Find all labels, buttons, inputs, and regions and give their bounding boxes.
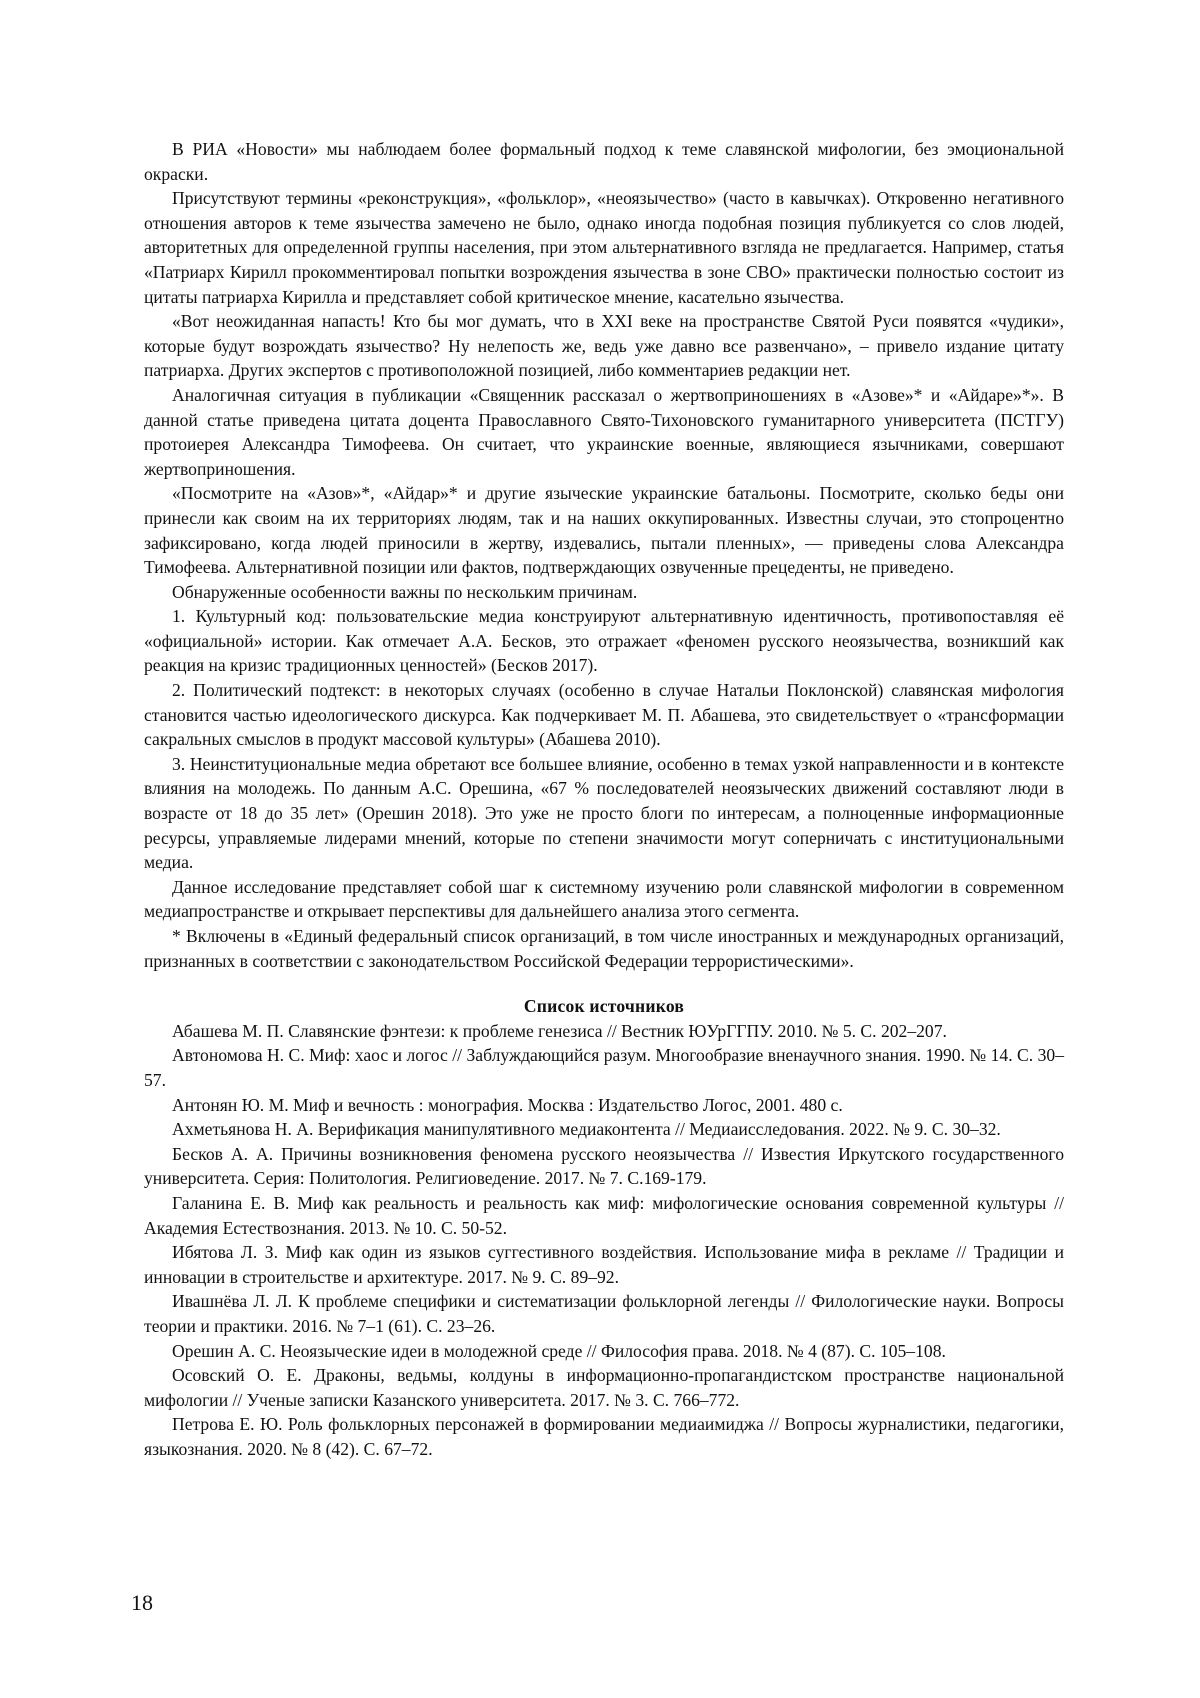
footnote-paragraph: * Включены в «Единый федеральный список организаций, в том числе иностранных и международных организаций, признанных в соответствии с законодательством Российской Федерации террористическими». [144,926,1064,971]
reference-item: Ибятова Л. З. Миф как один из языков суггестивного воздействия. Использование мифа в рекламе // Традиции и инновации в строительстве и архитектуре. 2017. № 9. С. 89–92. [144,1242,1064,1287]
reference-item: Осовский О. Е. Драконы, ведьмы, колдуны в информационно-пропагандистском пространстве национальной мифологии // Ученые записки Казанского университета. 2017. № 3. С. 766–772. [144,1365,1064,1410]
body-paragraph: 2. Политический подтекст: в некоторых случаях (особенно в случае Натальи Поклонской) славянская мифология становится частью идеологического дискурса. Как подчеркивает М. П. Абашева, это свидетельствует о «трансформации сакральных смыслов в продукт массовой культуры» (Абашева 2010). [144,680,1064,750]
reference-item: Орешин А. С. Неоязыческие идеи в молодежной среде // Философия права. 2018. № 4 (87). С. 105–108. [172,1340,946,1361]
body-paragraph: 1. Культурный код: пользовательские медиа конструируют альтернативную идентичность, противопоставляя её «официальной» истории. Как отмечает А.А. Бесков, это отражает «феномен русского неоязычества, возникший как реакция на кризис традиционных ценностей» (Бесков 2017). [144,606,1064,676]
references-title: Список источников [523,996,685,1017]
body-paragraph: 3. Неинституциональные медиа обретают все большее влияние, особенно в темах узкой направленности и в контексте влияния на молодежь. По данным А.С. Орешина, «67 % последователей неоязычеcких движений составляют люди в возрасте от 18 до 35 лет» (Орешин 2018). Это уже не просто блоги по интересам, а полноценные информационные ресурсы, управляемые лидерами мнений, которые по степени значимости могут соперничать с институциональными медиа. [144,753,1064,873]
body-paragraph: «Посмотрите на «Азов»*, «Айдар»* и другие языческие украинские батальоны. Посмотрите, сколько беды они принесли как своим на их территориях людям, так и на наших оккупированных. Известны случаи, это стопроцентно зафиксировано, когда людей приносили в жертву, издевались, пытали пленных», — приведены слова Александра Тимофеева. Альтернативной позиции или фактов, подтверждающих озвученные прецеденты, не приведено. [144,483,1064,578]
reference-item: Ахметьянова Н. А. Верификация манипулятивного медиаконтента // Медиаисследования. 2022. № 9. С. 30–32. [172,1119,1001,1140]
reference-item: Бесков А. А. Причины возникновения феномена русского неоязычества // Известия Иркутского государственного университета. Серия: Политология. Религиоведение. 2017. № 7. С.169-179. [144,1143,1064,1189]
body-paragraph: В РИА «Новости» мы наблюдаем более формальный подход к теме славянской мифологии, без эмоциональной окраски. [144,139,1064,184]
body-paragraph: Аналогичная ситуация в публикации «Священник рассказал о жертвоприношениях в «Азове»* и «Айдаре»*». В данной статье приведена цитата доцента Православного Свято-Тихоновского гуманитарного университета (ПСТГУ) протоиерея Александра Тимофеева. Он считает, что украинские военные, являющиеся язычниками, совершают жертвоприношения. [144,384,1064,479]
body-paragraph: Присутствуют термины «реконструкция», «фольклор», «неоязычество» (часто в кавычках). Откровенно негативного отношения авторов к теме язычества замечено не было, однако иногда подобная позиция публикуется со слов людей, авторитетных для определенной группы населения, при этом альтернативного взгляда не предлагается. Например, статья «Патриарх Кирилл прокомментировал попытки возрождения язычества в зоне СВО» практически полностью состоит из цитаты патриарха Кирилла и представляет собой критическое мнение, касательно язычества. [144,188,1064,307]
page-content [144,137,1064,1461]
reference-item: Абашева М. П. Славянские фэнтези: к проблеме генезиса // Вестник ЮУрГГПУ. 2010. № 5. С. 202–207. [172,1020,947,1041]
body-paragraph: Данное исследование представляет собой шаг к системному изучению роли славянской мифологии в современном медиапространстве и открывает перспективы для дальнейшего анализа этого сегмента. [144,876,1064,922]
body-paragraph: Обнаруженные особенности важны по нескольким причинам. [172,581,638,602]
reference-item: Автономова Н. С. Миф: хаос и логос // Заблуждающийся разум. Многообразие вненаучного знания. 1990. № 14. С. 30–57. [144,1045,1064,1090]
reference-item: Петрова Е. Ю. Роль фольклорных персонажей в формировании медиаимиджа // Вопросы журналистики, педагогики, языкознания. 2020. № 8 (42). С. 67–72. [144,1414,1064,1459]
page-number: 18 [131,1590,153,1615]
body-paragraph: «Вот неожиданная напасть! Кто бы мог думать, что в XXI веке на пространстве Святой Руси появятся «чудики», которые будут возрождать язычество? Ну нелепость же, ведь уже давно все развенчано», – привело издание цитату патриарха. Других экспертов с противоположной позицией, либо комментариев редакции нет. [144,311,1064,381]
reference-item: Галанина Е. В. Миф как реальность и реальность как миф: мифологические основания современной культуры // Академия Естествознания. 2013. № 10. С. 50-52. [144,1192,1064,1238]
reference-item: Антонян Ю. М. Миф и вечность : монография. Москва : Издательство Логос, 2001. 480 с. [172,1094,843,1115]
reference-item: Ивашнёва Л. Л. К проблеме специфики и систематизации фольклорной легенды // Филологические науки. Вопросы теории и практики. 2016. № 7–1 (61). С. 23–26. [144,1291,1064,1336]
